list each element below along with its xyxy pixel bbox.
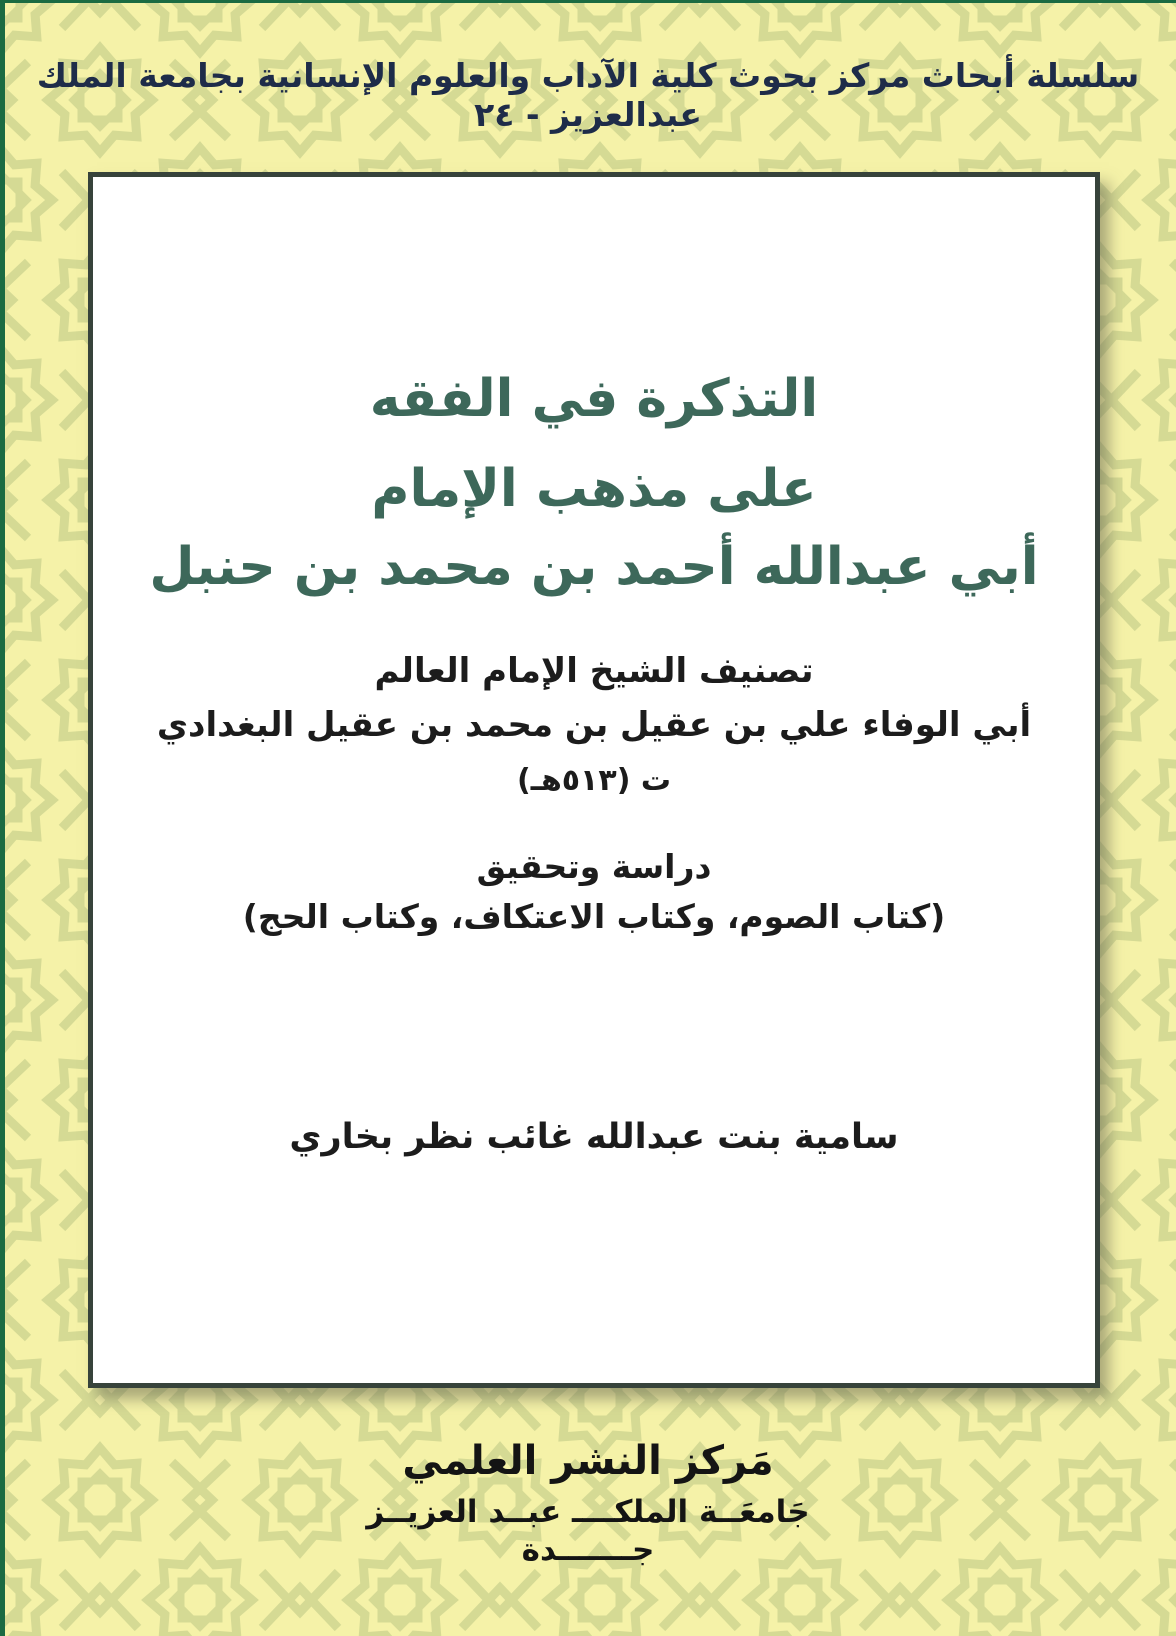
study-books-list: (كتاب الصوم، وكتاب الاعتكاف، وكتاب الحج) xyxy=(242,897,946,936)
author-intro-line: تصنيف الشيخ الإمام العالم xyxy=(374,651,814,691)
publisher-name: مَركز النشر العلمي xyxy=(402,1438,774,1484)
study-label: دراسة وتحقيق xyxy=(476,847,712,886)
book-title-line-1: التذكرة في الفقه xyxy=(369,369,819,429)
author-name-line: أبي الوفاء علي بن عقيل بن محمد بن عقيل البغدادي xyxy=(156,705,1032,745)
top-edge-strip xyxy=(0,0,1176,3)
publisher-university: جَامعَــة الملكــــ عبــد العزيــز xyxy=(366,1494,810,1530)
book-title-line-2: على مذهب الإمام xyxy=(371,459,817,519)
left-edge-strip xyxy=(0,0,5,1636)
publisher-city: جـــــــدة xyxy=(521,1532,655,1568)
series-header: سلسلة أبحاث مركز بحوث كلية الآداب والعلوم الإنسانية بجامعة الملك عبدالعزيز - ٢٤ xyxy=(36,56,1140,134)
author-death-date: ت (٥١٣هـ) xyxy=(516,763,671,798)
book-title-line-3: أبي عبدالله أحمد بن محمد بن حنبل xyxy=(149,537,1039,597)
title-box xyxy=(88,172,1100,1388)
editor-name: سامية بنت عبدالله غائب نظر بخاري xyxy=(289,1117,899,1157)
